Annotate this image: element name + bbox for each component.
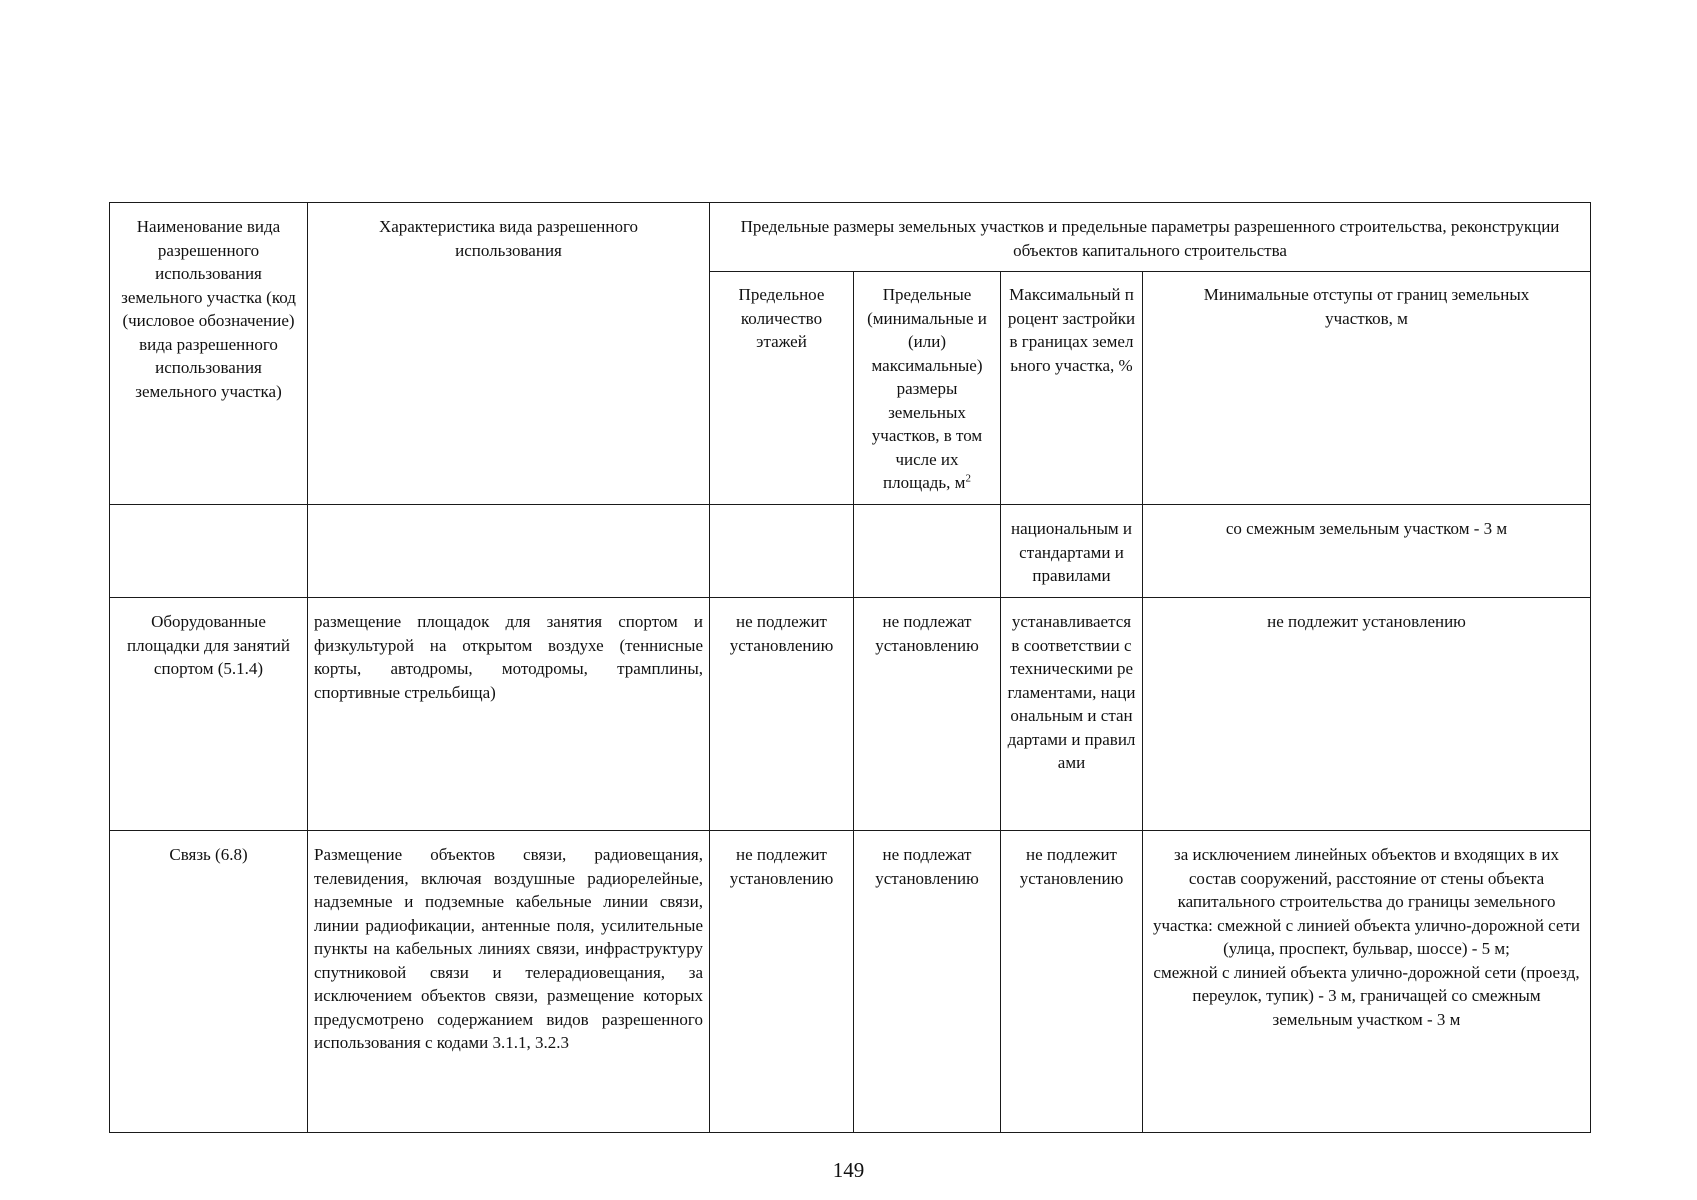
cell-use-name: Связь (6.8) (110, 831, 308, 1133)
header-use-description: Характеристика вида разрешенного использования (308, 203, 710, 505)
header-max-coverage: Максимальный процент застройки в границах земельного участка, % (1001, 272, 1143, 505)
header-plot-size-sup: 2 (965, 472, 971, 485)
cell-max-coverage: устанавливается в соответствии с техническими регламентами, национальным и стандартами и правилами (1001, 598, 1143, 831)
table-row (110, 831, 1591, 1133)
cell-plot-size: не подлежат установлению (854, 598, 1001, 831)
header-min-setback: Минимальные отступы от границ земельных участков, м (1143, 272, 1591, 505)
cell-max-floors: не подлежит установлению (710, 598, 854, 831)
cell-plot-size (854, 505, 1001, 598)
cell-use-name (110, 505, 308, 598)
table-row (110, 505, 1591, 598)
cell-use-description: Размещение объектов связи, радиовещания, телевидения, включая воздушные радиорелейные, надземные и подземные кабельные линии связи, линии радиофикации, антенные поля, усилительные пункты на кабельных линиях связи, инфраструктуру спутниковой связи и телерадиовещания, за исключением объектов связи, размещение которых предусмотрено содержанием видов разрешенного использования с кодами 3.1.1, 3.2.3 (308, 831, 710, 1133)
header-plot-size (854, 272, 1001, 505)
header-row-main (110, 203, 1591, 272)
cell-use-name: Оборудованные площадки для занятий спортом (5.1.4) (110, 598, 308, 831)
cell-min-setback: за исключением линейных объектов и входящих в их состав сооружений, расстояние от стены объекта капитального строительства до границы земельного участка: смежной с линией объекта улично-дорожной сети (улица, проспект, бульвар, шоссе) - 5 м; смежной с линией объекта улично-дорожной сети (проезд, переулок, тупик) - 3 м, граничащей со смежным земельным участком - 3 м (1143, 831, 1591, 1133)
table-row (110, 598, 1591, 831)
cell-max-floors: не подлежит установлению (710, 831, 854, 1133)
zoning-parameters-table (109, 202, 1591, 1133)
cell-max-coverage: национальным и стандартами и правилами (1001, 505, 1143, 598)
cell-plot-size: не подлежат установлению (854, 831, 1001, 1133)
page-number: 149 (832, 1158, 865, 1182)
cell-min-setback: со смежным земельным участком - 3 м (1143, 505, 1591, 598)
header-use-name: Наименование вида разрешенного использования земельного участка (код (числовое обозначение) вида разрешенного использования земельного участка) (110, 203, 308, 505)
header-limits-group: Предельные размеры земельных участков и предельные параметры разрешенного строительства, реконструкции объектов капитального строительства (710, 203, 1591, 272)
cell-min-setback: не подлежит установлению (1143, 598, 1591, 831)
cell-use-description (308, 505, 710, 598)
header-max-floors: Предельное количество этажей (710, 272, 854, 505)
cell-use-description: размещение площадок для занятия спортом и физкультурой на открытом воздухе (теннисные корты, автодромы, мотодромы, трамплины, спортивные стрельбища) (308, 598, 710, 831)
header-plot-size-text: Предельные (минимальные и (или) максимальные) размеры земельных участков, в том числе их площадь, м (867, 285, 987, 492)
cell-max-coverage: не подлежит установлению (1001, 831, 1143, 1133)
cell-max-floors (710, 505, 854, 598)
